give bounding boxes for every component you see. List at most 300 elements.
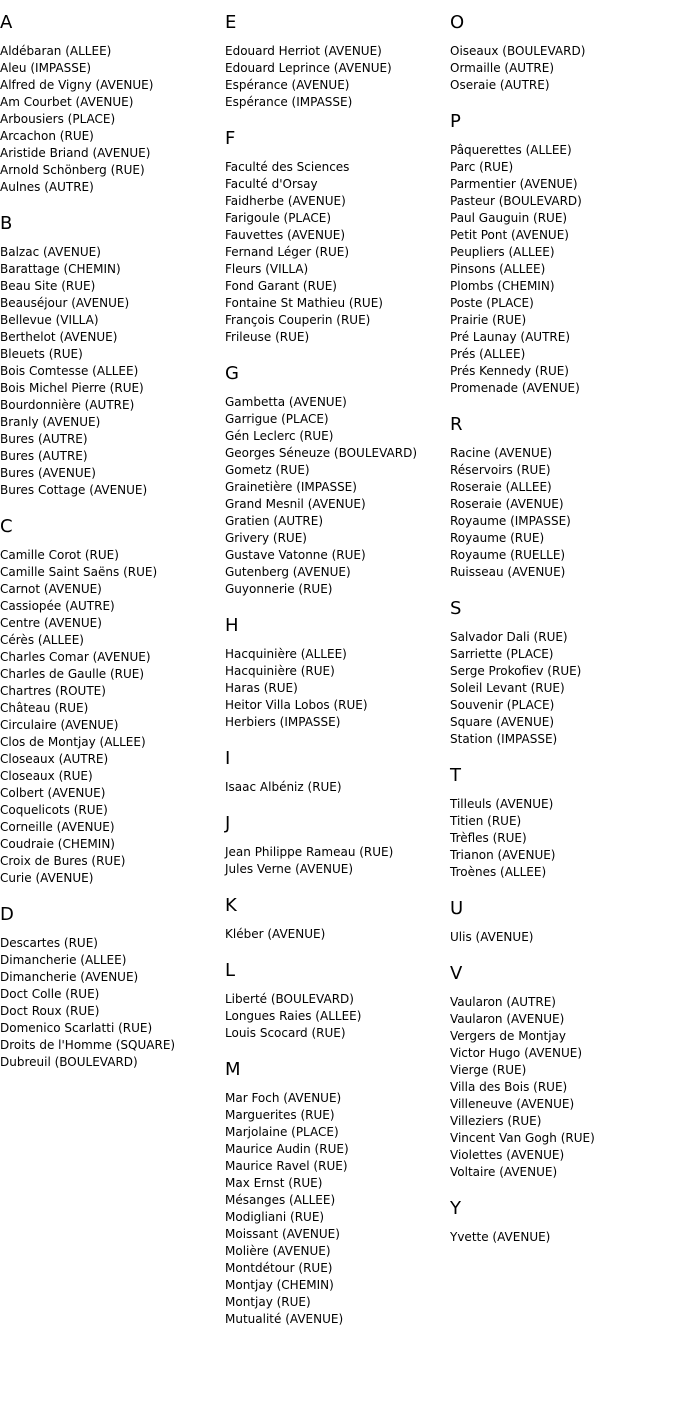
street-link[interactable]: Oseraie (AUTRE) — [450, 78, 550, 92]
street-link[interactable]: Prairie (RUE) — [450, 313, 527, 327]
street-link[interactable]: Vergers de Montjay — [450, 1029, 566, 1043]
street-link[interactable]: Hacquinière (ALLEE) — [225, 647, 347, 661]
list-item — [450, 796, 672, 813]
street-link[interactable]: Edouard Herriot (AVENUE) — [225, 44, 382, 58]
street-link[interactable]: Kléber (AVENUE) — [225, 927, 326, 941]
list-item — [0, 632, 222, 649]
street-link[interactable]: Faculté d'Orsay — [225, 177, 318, 191]
list-item — [0, 547, 222, 564]
street-link[interactable]: Max Ernst (RUE) — [225, 1176, 323, 1190]
street-link[interactable]: Droits de l'Homme (SQUARE) — [0, 1038, 176, 1052]
street-link[interactable]: Montjay (RUE) — [225, 1295, 311, 1309]
list-item — [450, 994, 672, 1011]
street-link[interactable]: Roseraie (AVENUE) — [450, 497, 564, 511]
list-item — [450, 530, 672, 547]
street-link[interactable]: Farigoule (PLACE) — [225, 211, 332, 225]
list-item — [450, 680, 672, 697]
street-link[interactable]: Mésanges (ALLEE) — [225, 1193, 336, 1207]
street-link[interactable]: Bures (AVENUE) — [0, 466, 96, 480]
letter-section-m — [225, 1060, 447, 1328]
list-item — [225, 176, 447, 193]
street-link[interactable]: Edouard Leprince (AVENUE) — [225, 61, 392, 75]
street-link[interactable]: Jean Philippe Rameau (RUE) — [225, 845, 394, 859]
list-item — [450, 176, 672, 193]
list-item — [0, 346, 222, 363]
street-link[interactable]: Espérance (IMPASSE) — [225, 95, 353, 109]
list-item — [450, 142, 672, 159]
street-link[interactable]: Carnot (AVENUE) — [0, 582, 102, 596]
street-list — [0, 244, 222, 499]
street-list — [225, 991, 447, 1042]
street-link[interactable]: Villeneuve (AVENUE) — [450, 1097, 575, 1111]
street-link[interactable]: Bois Comtesse (ALLEE) — [0, 364, 139, 378]
list-item — [450, 813, 672, 830]
street-link[interactable]: Circulaire (AVENUE) — [0, 718, 119, 732]
street-link[interactable]: Trèfles (RUE) — [450, 831, 527, 845]
letter-heading: F — [225, 128, 236, 149]
street-link[interactable]: Bures (AUTRE) — [0, 449, 88, 463]
list-item — [225, 261, 447, 278]
list-item — [225, 1294, 447, 1311]
street-link[interactable]: Victor Hugo (AVENUE) — [450, 1046, 583, 1060]
list-item — [0, 1020, 222, 1037]
street-link[interactable]: Titien (RUE) — [450, 814, 522, 828]
list-item — [225, 530, 447, 547]
street-link[interactable]: Charles de Gaulle (RUE) — [0, 667, 145, 681]
street-link[interactable]: Vaularon (AUTRE) — [450, 995, 556, 1009]
street-link[interactable]: Marjolaine (PLACE) — [225, 1125, 339, 1139]
list-item — [450, 1079, 672, 1096]
list-item — [0, 700, 222, 717]
letter-section-h — [225, 616, 447, 731]
street-link[interactable]: Charles Comar (AVENUE) — [0, 650, 151, 664]
street-list — [450, 445, 672, 581]
list-item — [0, 179, 222, 196]
street-link[interactable]: Yvette (AVENUE) — [450, 1230, 551, 1244]
street-link[interactable]: Faidherbe (AVENUE) — [225, 194, 346, 208]
street-link[interactable]: Grainetière (IMPASSE) — [225, 480, 357, 494]
street-link[interactable]: Villa des Bois (RUE) — [450, 1080, 568, 1094]
street-link[interactable]: Gometz (RUE) — [225, 463, 310, 477]
street-link[interactable]: Sarriette (PLACE) — [450, 647, 554, 661]
street-link[interactable]: Fontaine St Mathieu (RUE) — [225, 296, 383, 310]
street-link[interactable]: Racine (AVENUE) — [450, 446, 553, 460]
street-link[interactable]: Fleurs (VILLA) — [225, 262, 309, 276]
list-item — [450, 479, 672, 496]
list-item — [0, 768, 222, 785]
list-item — [450, 1113, 672, 1130]
list-item — [450, 564, 672, 581]
street-link[interactable]: Coudraie (CHEMIN) — [0, 837, 115, 851]
street-link[interactable]: Soleil Levant (RUE) — [450, 681, 565, 695]
street-link[interactable]: Branly (AVENUE) — [0, 415, 101, 429]
street-list — [0, 547, 222, 887]
list-item — [0, 1054, 222, 1071]
list-item — [0, 564, 222, 581]
street-link[interactable]: Ruisseau (AVENUE) — [450, 565, 566, 579]
letter-heading: Y — [450, 1198, 461, 1219]
street-link[interactable]: Grivery (RUE) — [225, 531, 307, 545]
letter-section-j — [225, 814, 447, 878]
street-link[interactable]: Ulis (AVENUE) — [450, 930, 534, 944]
street-link[interactable]: Salvador Dali (RUE) — [450, 630, 568, 644]
list-item — [0, 853, 222, 870]
street-link[interactable]: Oiseaux (BOULEVARD) — [450, 44, 586, 58]
street-link[interactable]: Château (RUE) — [0, 701, 89, 715]
list-item — [0, 935, 222, 952]
street-list — [225, 926, 447, 943]
list-item — [450, 210, 672, 227]
street-link[interactable]: Vincent Van Gogh (RUE) — [450, 1131, 595, 1145]
street-link[interactable]: Camille Saint Saëns (RUE) — [0, 565, 158, 579]
street-link[interactable]: Faculté des Sciences — [225, 160, 350, 174]
street-link[interactable]: Vierge (RUE) — [450, 1063, 527, 1077]
list-item — [225, 1008, 447, 1025]
list-item — [450, 193, 672, 210]
street-link[interactable]: Doct Colle (RUE) — [0, 987, 100, 1001]
street-link[interactable]: Georges Séneuze (BOULEVARD) — [225, 446, 418, 460]
street-link[interactable]: Hacquinière (RUE) — [225, 664, 335, 678]
list-item — [450, 1045, 672, 1062]
list-item — [225, 1243, 447, 1260]
street-link[interactable]: Marguerites (RUE) — [225, 1108, 335, 1122]
street-list — [450, 629, 672, 748]
letter-heading: I — [225, 748, 231, 769]
street-link[interactable]: Mutualité (AVENUE) — [225, 1312, 344, 1326]
list-item — [225, 1311, 447, 1328]
list-item — [450, 43, 672, 60]
list-item — [225, 496, 447, 513]
street-list — [450, 994, 672, 1181]
street-list — [225, 394, 447, 598]
list-item — [225, 1192, 447, 1209]
street-link[interactable]: Herbiers (IMPASSE) — [225, 715, 341, 729]
street-link[interactable]: Bourdonnière (AUTRE) — [0, 398, 135, 412]
street-link[interactable]: Pasteur (BOULEVARD) — [450, 194, 582, 208]
street-link[interactable]: Petit Pont (AVENUE) — [450, 228, 569, 242]
list-item — [0, 482, 222, 499]
list-item — [225, 445, 447, 462]
street-link[interactable]: Arcachon (RUE) — [0, 129, 94, 143]
list-item — [225, 547, 447, 564]
list-item — [225, 1158, 447, 1175]
street-link[interactable]: Am Courbet (AVENUE) — [0, 95, 134, 109]
list-item — [0, 278, 222, 295]
street-link[interactable]: Molière (AVENUE) — [225, 1244, 331, 1258]
street-link[interactable]: Alfred de Vigny (AVENUE) — [0, 78, 154, 92]
letter-section-u — [450, 899, 672, 946]
street-link[interactable]: Clos de Montjay (ALLEE) — [0, 735, 146, 749]
street-link[interactable]: Maurice Audin (RUE) — [225, 1142, 349, 1156]
street-list — [450, 929, 672, 946]
street-link[interactable]: Aleu (IMPASSE) — [0, 61, 92, 75]
letter-section-e — [225, 13, 447, 111]
street-link[interactable]: Souvenir (PLACE) — [450, 698, 555, 712]
list-item — [225, 844, 447, 861]
letter-heading: T — [450, 765, 461, 786]
list-item — [0, 819, 222, 836]
street-link[interactable]: Grand Mesnil (AVENUE) — [225, 497, 366, 511]
letter-heading: U — [450, 898, 464, 919]
list-item — [225, 193, 447, 210]
street-link[interactable]: Prés Kennedy (RUE) — [450, 364, 569, 378]
street-link[interactable]: Centre (AVENUE) — [0, 616, 102, 630]
street-link[interactable]: Aristide Briand (AVENUE) — [0, 146, 151, 160]
list-item — [225, 861, 447, 878]
list-item — [225, 462, 447, 479]
street-link[interactable]: Modigliani (RUE) — [225, 1210, 325, 1224]
street-list — [0, 43, 222, 196]
list-item — [450, 77, 672, 94]
street-link[interactable]: Domenico Scarlatti (RUE) — [0, 1021, 153, 1035]
list-item — [225, 411, 447, 428]
list-item — [225, 312, 447, 329]
street-link[interactable]: Villeziers (RUE) — [450, 1114, 542, 1128]
letter-heading: D — [0, 904, 14, 925]
list-item — [0, 683, 222, 700]
list-item — [0, 952, 222, 969]
list-item — [225, 210, 447, 227]
street-link[interactable]: Montjay (CHEMIN) — [225, 1278, 334, 1292]
letter-heading: H — [225, 615, 239, 636]
street-link[interactable]: Paul Gauguin (RUE) — [450, 211, 568, 225]
street-link[interactable]: Bures Cottage (AVENUE) — [0, 483, 148, 497]
street-list — [450, 43, 672, 94]
street-link[interactable]: Gén Leclerc (RUE) — [225, 429, 334, 443]
street-link[interactable]: Barattage (CHEMIN) — [0, 262, 121, 276]
list-item — [450, 830, 672, 847]
list-item — [225, 926, 447, 943]
street-link[interactable]: Frileuse (RUE) — [225, 330, 310, 344]
street-link[interactable]: Longues Raies (ALLEE) — [225, 1009, 362, 1023]
street-link[interactable]: Colbert (AVENUE) — [0, 786, 106, 800]
letter-section-i — [225, 749, 447, 796]
letter-heading: S — [450, 598, 462, 619]
street-link[interactable]: Trianon (AVENUE) — [450, 848, 556, 862]
list-item — [0, 363, 222, 380]
street-link[interactable]: Pré Launay (AUTRE) — [450, 330, 571, 344]
letter-section-v — [450, 964, 672, 1181]
street-link[interactable]: Arnold Schönberg (RUE) — [0, 163, 145, 177]
list-item — [225, 1260, 447, 1277]
street-link[interactable]: Dimancherie (ALLEE) — [0, 953, 127, 967]
street-link[interactable]: Poste (PLACE) — [450, 296, 534, 310]
list-item — [225, 564, 447, 581]
list-item — [450, 513, 672, 530]
street-link[interactable]: Royaume (RUELLE) — [450, 548, 566, 562]
list-item — [225, 329, 447, 346]
street-link[interactable]: Peupliers (ALLEE) — [450, 245, 555, 259]
street-link[interactable]: Royaume (RUE) — [450, 531, 545, 545]
list-item — [450, 663, 672, 680]
list-item — [450, 227, 672, 244]
street-link[interactable]: Isaac Albéniz (RUE) — [225, 780, 342, 794]
list-item — [225, 779, 447, 796]
list-item — [0, 312, 222, 329]
street-link[interactable]: Parmentier (AVENUE) — [450, 177, 578, 191]
list-item — [225, 1277, 447, 1294]
street-link[interactable]: Closeaux (RUE) — [0, 769, 93, 783]
street-link[interactable]: Coquelicots (RUE) — [0, 803, 108, 817]
street-link[interactable]: Camille Corot (RUE) — [0, 548, 119, 562]
street-link[interactable]: Dimancherie (AVENUE) — [0, 970, 139, 984]
letter-section-g — [225, 364, 447, 598]
letter-section-d — [0, 905, 222, 1071]
street-link[interactable]: Berthelot (AVENUE) — [0, 330, 118, 344]
street-link[interactable]: Prés (ALLEE) — [450, 347, 526, 361]
list-item — [450, 380, 672, 397]
street-list — [450, 1229, 672, 1246]
street-link[interactable]: Balzac (AVENUE) — [0, 245, 101, 259]
street-list — [450, 796, 672, 881]
street-link[interactable]: Liberté (BOULEVARD) — [225, 992, 354, 1006]
street-link[interactable]: Voltaire (AVENUE) — [450, 1165, 558, 1179]
street-link[interactable]: Bellevue (VILLA) — [0, 313, 99, 327]
street-link[interactable]: Ormaille (AUTRE) — [450, 61, 555, 75]
street-link[interactable]: Fauvettes (AVENUE) — [225, 228, 346, 242]
street-link[interactable]: Cassiopée (AUTRE) — [0, 599, 115, 613]
street-link[interactable]: Chartres (ROUTE) — [0, 684, 106, 698]
list-item — [450, 1096, 672, 1113]
street-link[interactable]: Arbousiers (PLACE) — [0, 112, 116, 126]
letter-section-a — [0, 13, 222, 196]
list-item — [0, 615, 222, 632]
street-link[interactable]: Descartes (RUE) — [0, 936, 98, 950]
list-item — [225, 394, 447, 411]
list-item — [0, 397, 222, 414]
list-item — [0, 734, 222, 751]
street-link[interactable]: Aldébaran (ALLEE) — [0, 44, 112, 58]
street-link[interactable]: Espérance (AVENUE) — [225, 78, 350, 92]
street-link[interactable]: Pinsons (ALLEE) — [450, 262, 546, 276]
street-link[interactable]: Gratien (AUTRE) — [225, 514, 324, 528]
list-item — [225, 697, 447, 714]
letter-heading: P — [450, 111, 461, 132]
street-link[interactable]: Square (AVENUE) — [450, 715, 554, 729]
list-item — [225, 43, 447, 60]
street-link[interactable]: Closeaux (AUTRE) — [0, 752, 109, 766]
list-item — [450, 1164, 672, 1181]
street-link[interactable]: Pâquerettes (ALLEE) — [450, 143, 572, 157]
street-link[interactable]: Vaularon (AVENUE) — [450, 1012, 565, 1026]
street-link[interactable]: Corneille (AVENUE) — [0, 820, 115, 834]
street-link[interactable]: Croix de Bures (RUE) — [0, 854, 126, 868]
street-link[interactable]: Plombs (CHEMIN) — [450, 279, 555, 293]
letter-section-s — [450, 599, 672, 748]
street-link[interactable]: Troènes (ALLEE) — [450, 865, 547, 879]
street-link[interactable]: Gustave Vatonne (RUE) — [225, 548, 366, 562]
street-link[interactable]: François Couperin (RUE) — [225, 313, 371, 327]
list-item — [450, 1130, 672, 1147]
street-link[interactable]: Bures (AUTRE) — [0, 432, 88, 446]
street-link[interactable]: Gambetta (AVENUE) — [225, 395, 347, 409]
list-item — [450, 295, 672, 312]
street-link[interactable]: Station (IMPASSE) — [450, 732, 558, 746]
street-link[interactable]: Parc (RUE) — [450, 160, 514, 174]
letter-section-f — [225, 129, 447, 346]
list-item — [0, 1003, 222, 1020]
list-item — [225, 1107, 447, 1124]
list-item — [225, 159, 447, 176]
street-link[interactable]: Royaume (IMPASSE) — [450, 514, 571, 528]
street-link[interactable]: Doct Roux (RUE) — [0, 1004, 100, 1018]
street-link[interactable]: Mar Foch (AVENUE) — [225, 1091, 342, 1105]
street-link[interactable]: Violettes (AVENUE) — [450, 1148, 565, 1162]
list-item — [225, 1175, 447, 1192]
street-link[interactable]: Beauséjour (AVENUE) — [0, 296, 130, 310]
list-item — [0, 598, 222, 615]
street-link[interactable]: Louis Scocard (RUE) — [225, 1026, 346, 1040]
list-item — [225, 479, 447, 496]
list-item — [0, 43, 222, 60]
street-link[interactable]: Guyonnerie (RUE) — [225, 582, 333, 596]
list-item — [225, 60, 447, 77]
list-item — [0, 581, 222, 598]
letter-heading: G — [225, 363, 239, 384]
letter-section-o — [450, 13, 672, 94]
street-link[interactable]: Montdétour (RUE) — [225, 1261, 333, 1275]
list-item — [0, 666, 222, 683]
list-item — [0, 414, 222, 431]
list-item — [450, 278, 672, 295]
list-item — [450, 847, 672, 864]
street-link[interactable]: Bois Michel Pierre (RUE) — [0, 381, 144, 395]
list-item — [450, 159, 672, 176]
list-item — [0, 431, 222, 448]
street-link[interactable]: Promenade (AVENUE) — [450, 381, 580, 395]
list-item — [450, 547, 672, 564]
list-item — [0, 836, 222, 853]
list-item — [0, 162, 222, 179]
list-item — [450, 261, 672, 278]
street-link[interactable]: Roseraie (ALLEE) — [450, 480, 552, 494]
street-link[interactable]: Garrigue (PLACE) — [225, 412, 329, 426]
street-link[interactable]: Jules Verne (AVENUE) — [225, 862, 354, 876]
list-item — [450, 864, 672, 881]
street-link[interactable]: Serge Prokofiev (RUE) — [450, 664, 582, 678]
list-item — [0, 986, 222, 1003]
street-link[interactable]: Maurice Ravel (RUE) — [225, 1159, 348, 1173]
letter-heading: R — [450, 414, 463, 435]
street-link[interactable]: Fernand Léger (RUE) — [225, 245, 350, 259]
street-link[interactable]: Haras (RUE) — [225, 681, 298, 695]
street-link[interactable]: Beau Site (RUE) — [0, 279, 96, 293]
street-link[interactable]: Cérès (ALLEE) — [0, 633, 84, 647]
list-item — [450, 60, 672, 77]
list-item — [225, 295, 447, 312]
letter-heading: K — [225, 895, 237, 916]
street-link[interactable]: Réservoirs (RUE) — [450, 463, 551, 477]
letter-section-p — [450, 112, 672, 397]
street-link[interactable]: Tilleuls (AVENUE) — [450, 797, 554, 811]
letter-heading: A — [0, 12, 13, 33]
street-link[interactable]: Gutenberg (AVENUE) — [225, 565, 351, 579]
index-column-2 — [225, 13, 447, 1346]
letter-heading: O — [450, 12, 465, 33]
street-link[interactable]: Aulnes (AUTRE) — [0, 180, 94, 194]
list-item — [450, 1147, 672, 1164]
letter-section-r — [450, 415, 672, 581]
letter-section-c — [0, 517, 222, 887]
street-link[interactable]: Heitor Villa Lobos (RUE) — [225, 698, 368, 712]
letter-heading: M — [225, 1059, 241, 1080]
street-link[interactable]: Curie (AVENUE) — [0, 871, 94, 885]
street-link[interactable]: Moissant (AVENUE) — [225, 1227, 340, 1241]
list-item — [225, 663, 447, 680]
street-link[interactable]: Fond Garant (RUE) — [225, 279, 337, 293]
street-link[interactable]: Dubreuil (BOULEVARD) — [0, 1055, 138, 1069]
street-link[interactable]: Bleuets (RUE) — [0, 347, 83, 361]
